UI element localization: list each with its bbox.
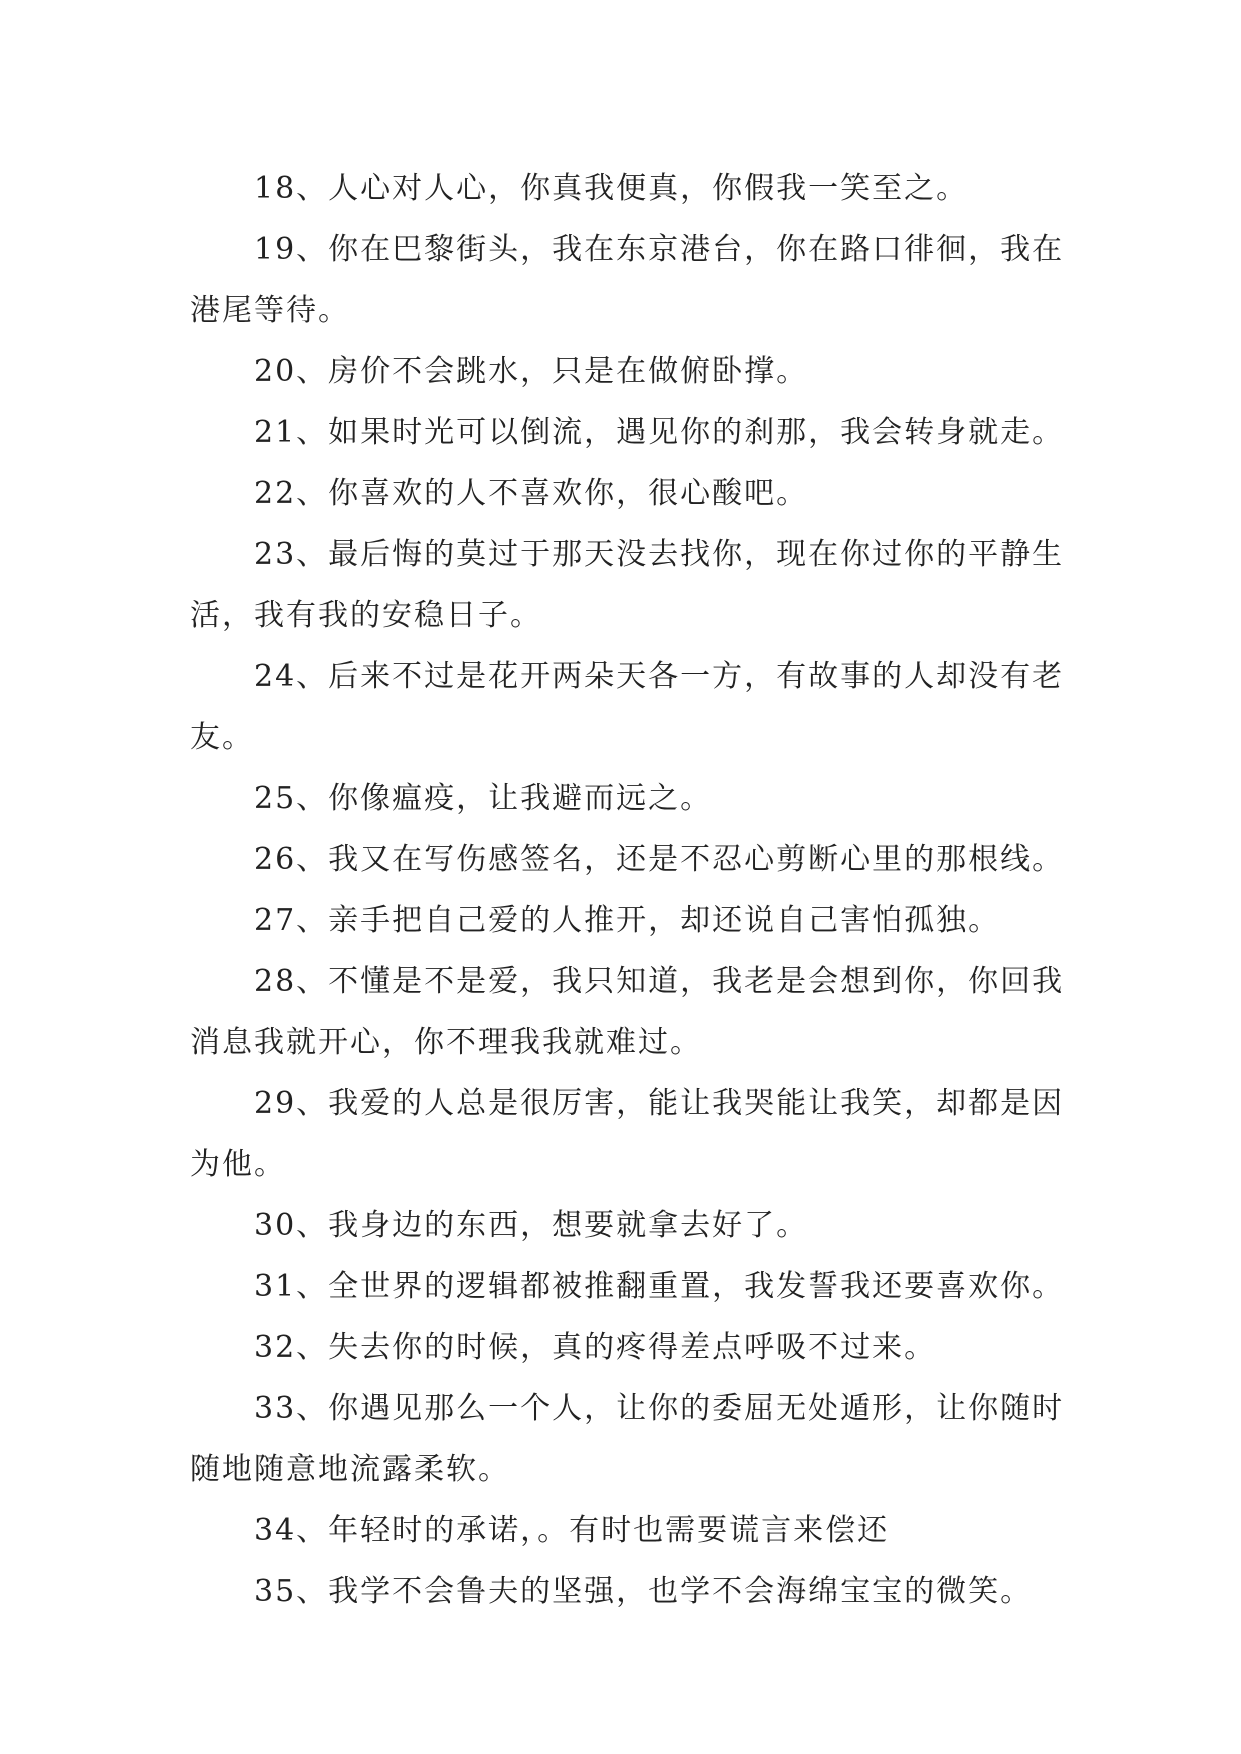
- document-body: [190, 158, 1070, 1622]
- paragraph-28: 28、不懂是不是爱，我只知道，我老是会想到你，你回我消息我就开心，你不理我我就难过。: [190, 964, 1065, 1060]
- paragraph-31: 31、全世界的逻辑都被推翻重置，我发誓我还要喜欢你。: [254, 1269, 1065, 1304]
- paragraph-30: 30、我身边的东西，想要就拿去好了。: [254, 1208, 809, 1243]
- paragraph-26: 26、我又在写伤感签名，还是不忍心剪断心里的那根线。: [254, 842, 1065, 877]
- paragraph-18: 18、人心对人心，你真我便真，你假我一笑至之。: [254, 171, 969, 206]
- paragraph-32: 32、失去你的时候，真的疼得差点呼吸不过来。: [254, 1330, 937, 1365]
- paragraph-33: 33、你遇见那么一个人，让你的委屈无处遁形，让你随时随地随意地流露柔软。: [190, 1391, 1065, 1487]
- paragraph-20: 20、房价不会跳水，只是在做俯卧撑。: [254, 354, 809, 389]
- paragraph-25: 25、你像瘟疫，让我避而远之。: [254, 781, 713, 816]
- paragraph-29: 29、我爱的人总是很厉害，能让我哭能让我笑，却都是因为他。: [190, 1086, 1065, 1182]
- paragraph-22: 22、你喜欢的人不喜欢你，很心酸吧。: [254, 476, 809, 511]
- paragraph-24: 24、后来不过是花开两朵天各一方，有故事的人却没有老友。: [190, 659, 1065, 755]
- paragraph-21: 21、如果时光可以倒流，遇见你的刹那，我会转身就走。: [254, 415, 1065, 450]
- paragraph-27: 27、亲手把自己爱的人推开，却还说自己害怕孤独。: [254, 903, 1001, 938]
- paragraph-23: 23、最后悔的莫过于那天没去找你，现在你过你的平静生活，我有我的安稳日子。: [190, 537, 1065, 633]
- paragraph-35: 35、我学不会鲁夫的坚强，也学不会海绵宝宝的微笑。: [254, 1574, 1033, 1609]
- paragraph-34: 34、年轻时的承诺，。有时也需要谎言来偿还: [254, 1513, 890, 1548]
- paragraph-19: 19、你在巴黎街头，我在东京港台，你在路口徘徊，我在港尾等待。: [190, 232, 1065, 328]
